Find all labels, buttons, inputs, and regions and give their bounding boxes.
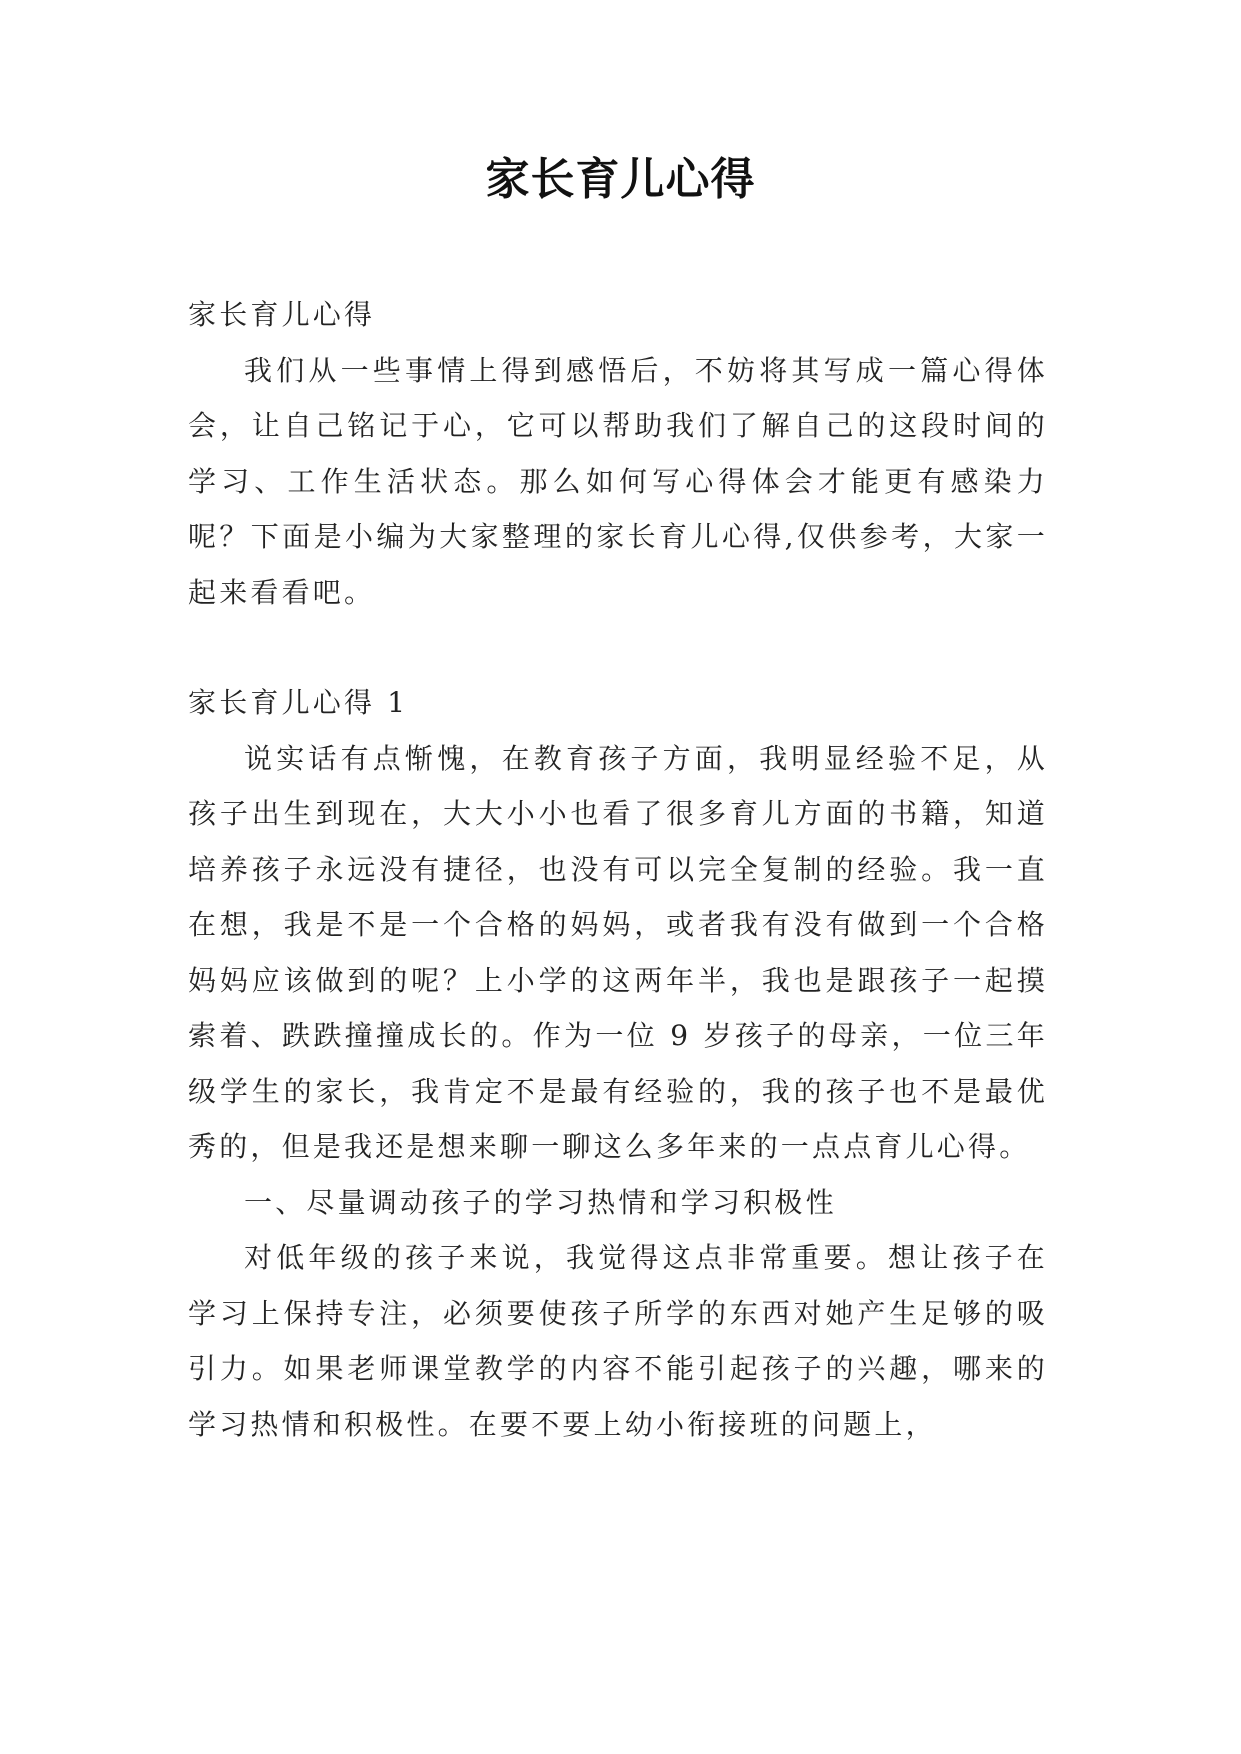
point1-paragraph: 对低年级的孩子来说，我觉得这点非常重要。想让孩子在学习上保持专注，必须要使孩子所学的东西对她产生足够的吸引力。如果老师课堂教学的内容不能引起孩子的兴趣，哪来的学习热情和积极性。在要不要上幼小衔接班的问题上， xyxy=(188,1241,1048,1441)
section1-paragraph: 说实话有点惭愧，在教育孩子方面，我明显经验不足，从孩子出生到现在，大大小小也看了很多育儿方面的书籍，知道培养孩子永远没有捷径，也没有可以完全复制的经验。我一直在想，我是不是一个合格的妈妈，或者我有没有做到一个合格妈妈应该做到的呢？上小学的这两年半，我也是跟孩子一起摸索着、跌跌撞撞成长的。作为一位 9 岁孩子的母亲，一位三年级学生的家长，我肯定不是最有经验的，我的孩子也不是最优秀的，但是我还是想来聊一聊这么多年来的一点点育儿心得。 xyxy=(188,741,1048,1163)
document-title: 家长育儿心得 xyxy=(485,154,756,205)
point1-heading: 一、尽量调动孩子的学习热情和学习积极性 xyxy=(244,1185,837,1219)
section1-heading: 家长育儿心得 1 xyxy=(188,686,409,719)
section-spacer xyxy=(188,620,1048,675)
intro-paragraph: 我们从一些事情上得到感悟后，不妨将其写成一篇心得体会，让自己铭记于心，它可以帮助我们了解自己的这段时间的学习、工作生活状态。那么如何写心得体会才能更有感染力呢？下面是小编为大家整理的家长育儿心得,仅供参考，大家一起来看看吧。 xyxy=(188,353,1048,609)
intro-heading: 家长育儿心得 xyxy=(188,298,376,331)
document-body xyxy=(188,287,1048,1452)
